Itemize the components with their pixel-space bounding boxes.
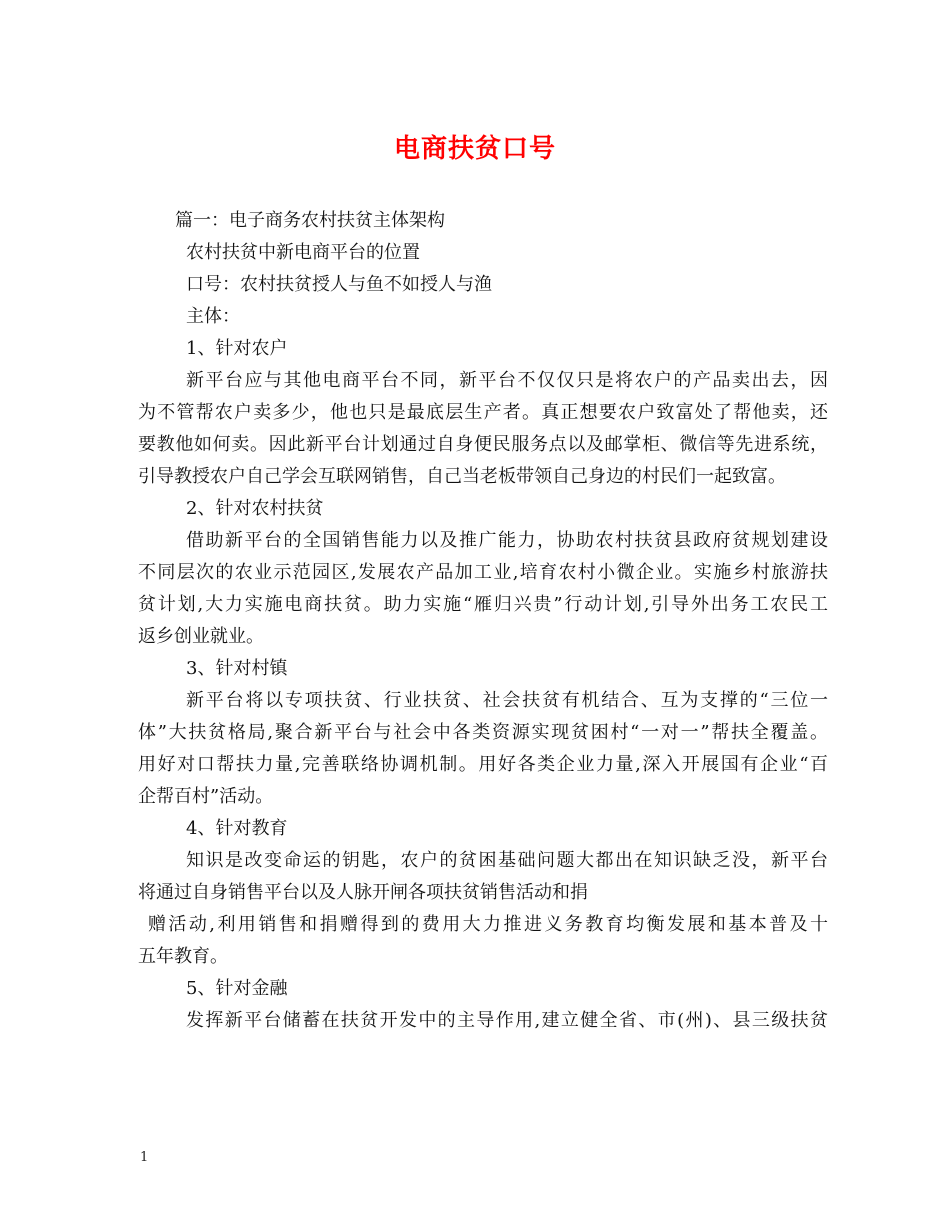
text-line: 贫计划,大力实施电商扶贫。助力实施“雁归兴贵”行动计划,引导外出务工农民工 <box>138 594 828 615</box>
text-line: 1、针对农户 <box>186 338 288 359</box>
text-line: 4、针对教育 <box>186 818 288 839</box>
text-line: 五年教育。 <box>138 946 228 967</box>
text-line: 企帮百村”活动。 <box>138 786 274 807</box>
text-line: 体”大扶贫格局,聚合新平台与社会中各类资源实现贫困村“一对一”帮扶全覆盖。 <box>138 722 828 743</box>
text-line: 用好对口帮扶力量,完善联络协调机制。用好各类企业力量,深入开展国有企业“百 <box>138 754 828 775</box>
text-line: 引导教授农户自己学会互联网销售，自己当老板带领自己身边的村民们一起致富。 <box>138 466 786 487</box>
text-line: 借助新平台的全国销售能力以及推广能力，协助农村扶贫县政府贫规划建设 <box>186 530 828 551</box>
text-line: 赠活动,利用销售和捐赠得到的费用大力推进义务教育均衡发展和基本普及十 <box>148 914 828 935</box>
text-line: 篇一：电子商务农村扶贫主体架构 <box>175 210 445 231</box>
document-body <box>138 205 828 1037</box>
text-line: 要教他如何卖。因此新平台计划通过自身便民服务点以及邮掌柜、微信等先进系统， <box>138 434 828 455</box>
text-line: 3、针对村镇 <box>186 658 288 679</box>
text-line: 新平台应与其他电商平台不同，新平台不仅仅只是将农户的产品卖出去，因 <box>186 370 828 391</box>
text-line: 主体： <box>186 306 240 327</box>
page-number: 1 <box>140 1150 149 1165</box>
text-line: 知识是改变命运的钥匙，农户的贫困基础问题大都出在知识缺乏没，新平台 <box>186 850 828 871</box>
document-title: 电商扶贫口号 <box>393 134 556 164</box>
text-line: 返乡创业就业。 <box>138 626 264 647</box>
text-line: 2、针对农村扶贫 <box>186 498 324 519</box>
text-line: 口号：农村扶贫授人与鱼不如授人与渔 <box>186 274 492 295</box>
text-line: 为不管帮农户卖多少，他也只是最底层生产者。真正想要农户致富处了帮他卖，还 <box>138 402 828 423</box>
text-line: 农村扶贫中新电商平台的位置 <box>186 242 420 263</box>
text-line: 发挥新平台储蓄在扶贫开发中的主导作用,建立健全省、市(州)、县三级扶贫 <box>186 1010 828 1031</box>
text-line: 5、针对金融 <box>186 978 288 999</box>
text-line: 将通过自身销售平台以及人脉开闸各项扶贫销售活动和捐 <box>138 882 588 903</box>
text-line: 不同层次的农业示范园区,发展农产品加工业,培育农村小微企业。实施乡村旅游扶 <box>138 562 828 583</box>
text-line: 新平台将以专项扶贫、行业扶贫、社会扶贫有机结合、互为支撑的“三位一 <box>186 690 828 711</box>
